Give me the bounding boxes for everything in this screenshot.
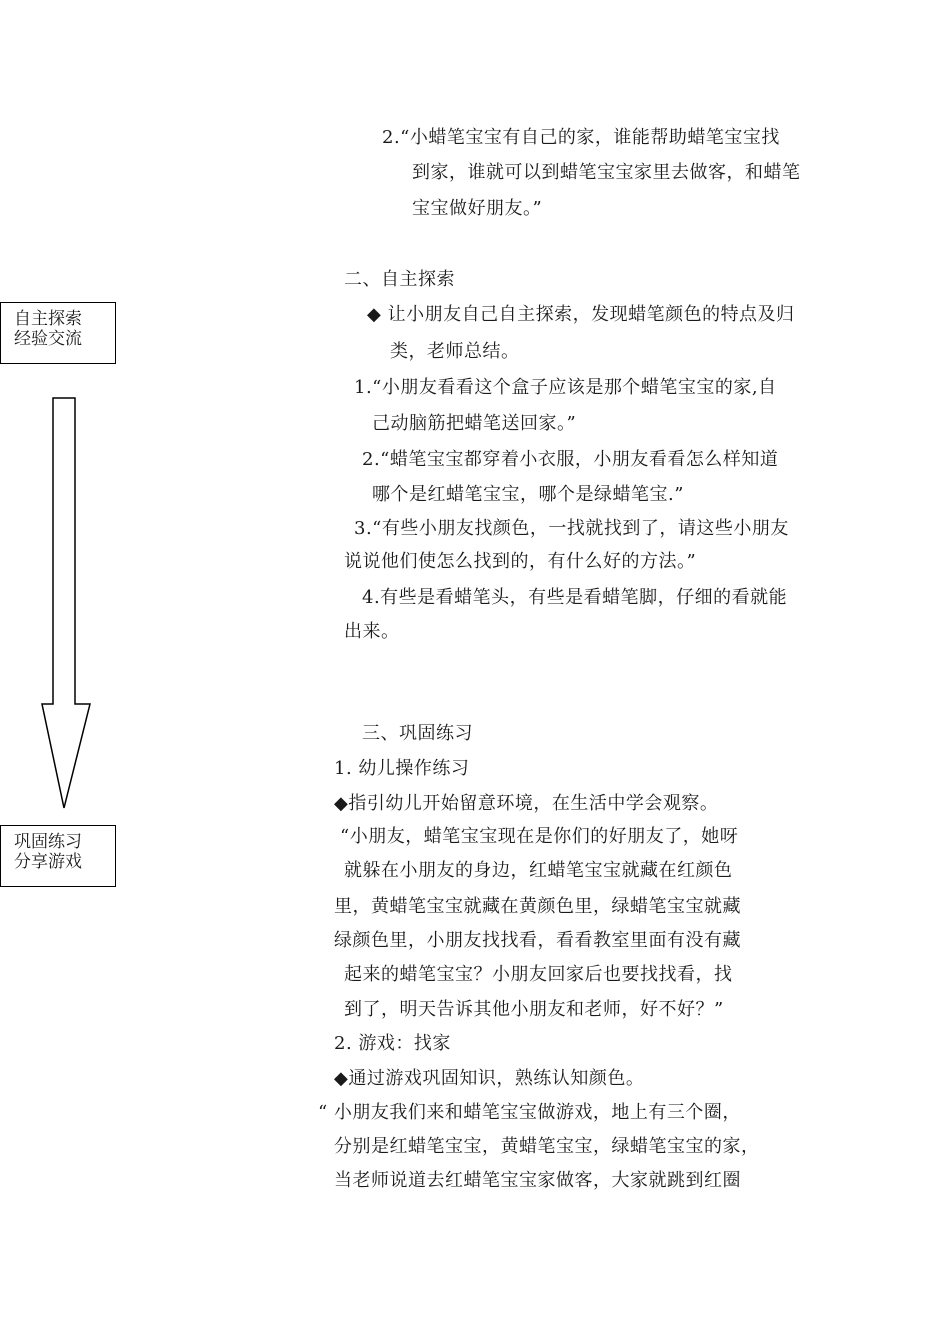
flow-box-practice: [0, 825, 116, 887]
text-line: 类，老师总结。: [390, 341, 520, 362]
section-heading: 三、巩固练习: [362, 723, 473, 744]
text-line: ◆通过游戏巩固知识，熟练认知颜色。: [334, 1068, 645, 1089]
text-line: 出来。: [344, 621, 400, 642]
text-line: ◆ 让小朋友自己自主探索，发现蜡笔颜色的特点及归: [367, 304, 795, 325]
text-line: 己动脑筋把蜡笔送回家。”: [372, 413, 577, 434]
flow-box-line-1: 自主探索: [14, 309, 82, 329]
text-line: 1.“小朋友看看这个盒子应该是那个蜡笔宝宝的家,自: [354, 377, 777, 398]
text-line: “ 小朋友我们来和蜡笔宝宝做游戏，地上有三个圈，: [318, 1102, 741, 1123]
text-line: 到家，谁就可以到蜡笔宝宝家里去做客，和蜡笔: [412, 162, 801, 183]
flow-box-line-1: 巩固练习: [14, 832, 82, 852]
text-line: 4.有些是看蜡笔头，有些是看蜡笔脚，仔细的看就能: [362, 587, 788, 608]
text-line: 绿颜色里，小朋友找找看，看看教室里面有没有藏: [334, 930, 741, 951]
text-line: 2.“小蜡笔宝宝有自己的家，谁能帮助蜡笔宝宝找: [382, 127, 780, 148]
flow-box-line-2: 经验交流: [14, 329, 82, 349]
text-line: 就躲在小朋友的身边，红蜡笔宝宝就藏在红颜色: [344, 860, 733, 881]
text-line: 哪个是红蜡笔宝宝，哪个是绿蜡笔宝.”: [372, 484, 684, 505]
text-line: 2.“蜡笔宝宝都穿着小衣服，小朋友看看怎么样知道: [362, 449, 779, 470]
text-line: 分别是红蜡笔宝宝，黄蜡笔宝宝，绿蜡笔宝宝的家，: [334, 1136, 760, 1157]
text-line: 里，黄蜡笔宝宝就藏在黄颜色里，绿蜡笔宝宝就藏: [334, 896, 741, 917]
flow-down-arrow: [38, 396, 94, 810]
text-line: ◆指引幼儿开始留意环境，在生活中学会观察。: [334, 793, 719, 814]
flow-box-line-2: 分享游戏: [14, 852, 82, 872]
text-line: 到了，明天告诉其他小朋友和老师，好不好？”: [344, 999, 724, 1020]
text-line: 说说他们使怎么找到的，有什么好的方法。”: [344, 551, 697, 572]
text-line: 1. 幼儿操作练习: [334, 758, 470, 779]
text-line: 当老师说道去红蜡笔宝宝家做客，大家就跳到红圈: [334, 1170, 741, 1191]
text-line: 宝宝做好朋友。”: [412, 198, 543, 219]
text-line: 3.“有些小朋友找颜色，一找就找到了，请这些小朋友: [354, 518, 789, 539]
section-heading: 二、自主探索: [344, 269, 455, 290]
flow-box-explore: [0, 302, 116, 364]
text-line: 起来的蜡笔宝宝？小朋友回家后也要找找看，找: [344, 964, 733, 985]
text-line: 2. 游戏：找家: [334, 1033, 451, 1054]
text-line: “小朋友，蜡笔宝宝现在是你们的好朋友了，她呀: [340, 826, 739, 847]
